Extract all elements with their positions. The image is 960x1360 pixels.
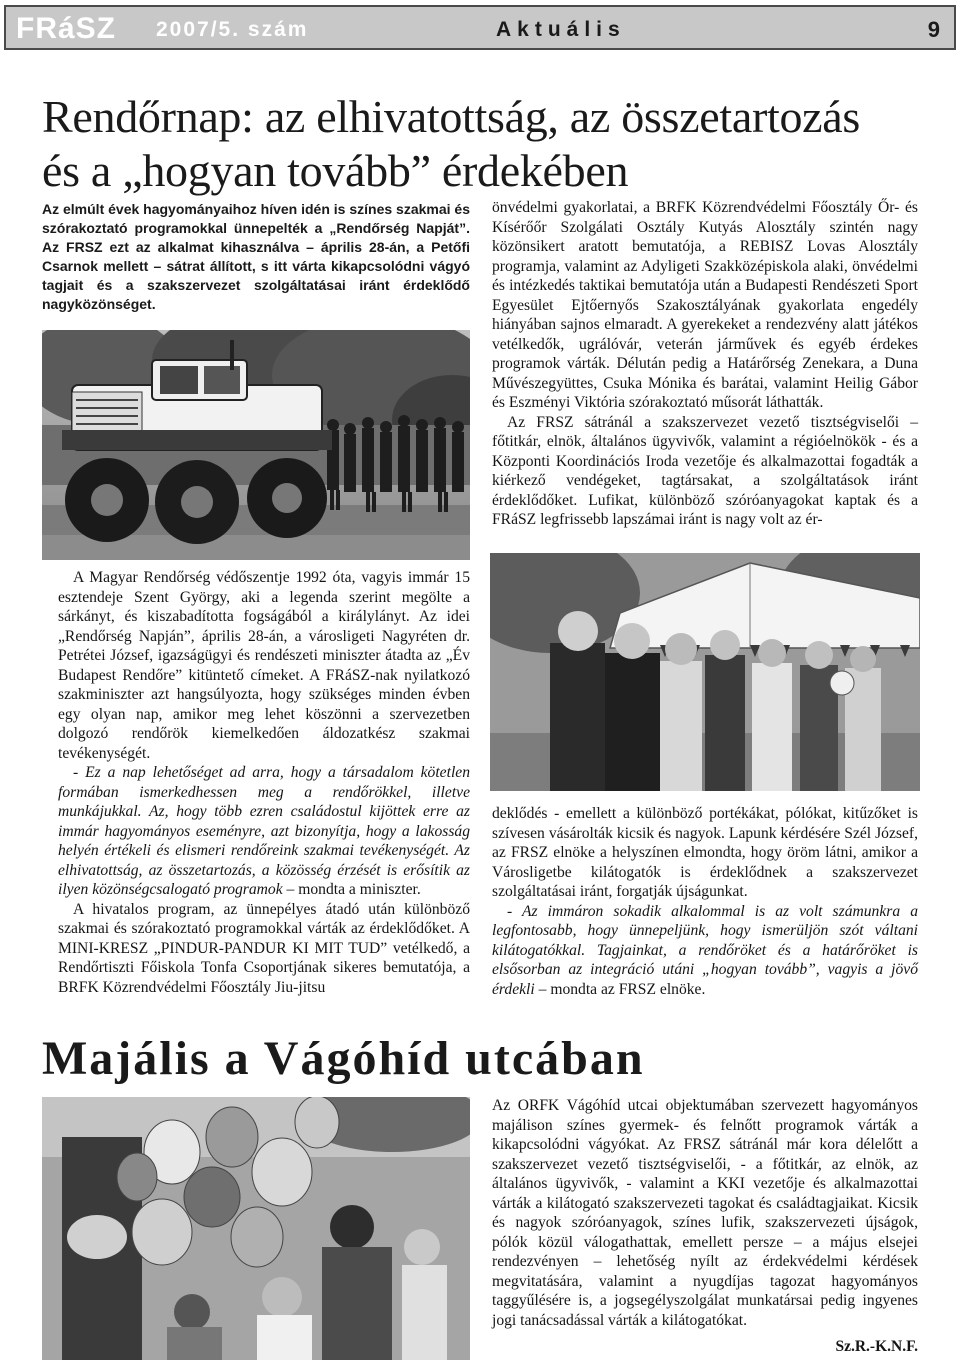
president-quote: - Az immáron sokadik alkalommal is az volt számunkra a legfontosabb, hogy ünnepeljünk, hogy ismerüljön szót váltani kilátogatókkal. Tagjainkat, a rendőröket és a határőröket is elsősorban az integráció utáni „hogyan tovább”, vagyis a jövő érdekli (492, 902, 918, 998)
article1-right-column-top (492, 198, 918, 530)
section-title: Aktuális (496, 18, 626, 41)
balloons-children-image (42, 1097, 470, 1360)
article1-right-column-bottom (492, 804, 918, 999)
article1-lead: Az elmúlt évek hagyományaihoz híven idén is színes szakmai és szórakoztató programokkal ünnepelték a „Rendőrség Napját”. Az FRSZ ezt az alkalmat kihasználva – április 28-án, a Petőfi Csarnok mellett – sátrat állított, s itt várta kikapcsolódni vágyó tagjait és a szakszervezet szolgáltatásai iránt érdeklődő nagyközönséget. (42, 201, 470, 312)
body-paragraph: A Magyar Rendőrség védőszentje 1992 óta, vagyis immár 15 esztendeje Szent György, aki a legenda szerint megölte a sárkányt, és kiszabadította fogságából a királylányt. Az idei „Rendőrség Napján”, április 28-án, a városligeti Nagyréten dr. Petrétei József, igazságügyi és rendészeti miniszter átadta az „Év Budapest Rendőre” kitüntető címeket. A FRáSZ-nak nyilatkozó szakminiszter azt hangsúlyozta, hogy szükséges minden évben egy olyan nap, amikor meg lehet köszönni a szervezetben dolgozó rendőrök kiemelkedően áldozatkész szakmai tevékenységét. (58, 569, 470, 762)
balloons-children-photo (42, 1097, 470, 1360)
tent-officials-image (490, 553, 920, 791)
issue-number: 2007/5. szám (156, 18, 309, 41)
body-paragraph: Az ORFK Vágóhíd utcai objektumában szervezett hagyományos majálison színes gyermek- és felnőtt programok várták a kikapcsolódni vágyókat. Az FRSZ sátránál már kora délelőtt a szakszervezet vezető tisztségviselői, - a főtitkár, az elnök, az általános ügyvivők, - valamint a KKI vezetője és alkalmazottai várták a kilátogató szakszervezeti tagokat és családtagjaikat. Kicsik és nagyok szóróanyagok, színes lufik, szakszervezeti újságok, pólók közül válogathattak, emellett persze – a május elsejei rendezvényen – lehetőség nyílt az érdekvédelmi kérdések megvitatására, valamint a nyugdíjas tagozat hagyományos taggyűlésére is, a jogsegélyszolgálat munkatársai pedig ingyenes jogi tanácsadással várták a kilátogatókat. (492, 1097, 918, 1329)
article1-headline (42, 90, 942, 198)
minister-quote: - Ez a nap lehetőséget ad arra, hogy a társadalom kötetlen formában ismerkedhessen meg a rendőrökkel, illetve munkájukkal. Az, hogy több ezren családostul kijöttek erre az immár hagyományos eseményre, azt bizonyítja, hogy a lakosság helyén értékeli és elismeri rendőreink szakmai tevékenységét. Az elhivatottság, az összetartozás, a közösség érzését is erősítik az ilyen közönségcsalogató programok (58, 764, 470, 898)
article2-headline: Majális a Vágóhíd utcában (42, 1032, 645, 1085)
body-paragraph-quote (58, 763, 470, 900)
monster-truck-photo (42, 330, 470, 560)
headline-line-1: Rendőrnap: az elhivatottság, az összetartozás (42, 91, 861, 142)
tent-officials-photo (490, 553, 920, 791)
body-paragraph: önvédelmi gyakorlatai, a BRFK Közrendvédelmi Főosztály Őr- és Kísérőőr Szolgálati Osztály Kutyás Alosztály szintén nagy közönsikert aratott bemutatója, a REBISZ Lovas Alosztály programja, valamint az Adyligeti Szakközépiskola alaki, önvédelmi és intézkedés taktikai bemutatója után a Budapesti Rendészeti Sport Egyesület Ejtőernyős Szakosztályának gyakorlata engedély hiányában sajnos elmaradt. A gyerekeket a rendezvény alatt játékos vetélkedők, ugrálóvár, veterán járművek és egyéb érdekes programok várták. Délután pedig a Határőrség Zenekara, a Duna Művészegyüttes, Csuka Mónika és barátai, valamint Heilig Gábor és Eszményi Viktória szórakoztató műsorát láthatták. (492, 199, 918, 411)
body-paragraph: deklődés - emellett a különböző portékákat, pólókat, kitűzőket is szívesen vásárolták kicsik és nagyok. Lapunk kérdésére Szél József, az FRSZ elnöke a helyszínen elmondta, hogy öröm látni, amikor a Városligetbe kilátogatók is érdeklődnek a szakszervezet szolgáltatásai iránt, forgatják újságunkat. (492, 805, 918, 900)
page-header-bar (4, 5, 956, 50)
article2-body (492, 1096, 918, 1330)
magazine-logo: FRáSZ (16, 12, 117, 45)
author-signature: Sz.R.-K.N.F. (835, 1338, 918, 1355)
article1-left-column (58, 568, 470, 997)
quote-attribution: – mondta az FRSZ elnöke. (534, 980, 706, 998)
page-number: 9 (927, 17, 940, 42)
body-paragraph: Az FRSZ sátránál a szakszervezet vezető tisztségviselői – főtitkár, elnök, általános ügyvivők, valamint a régióelnökök - és a Központi Koordinációs Iroda vezetője és alkalmazottai fogadták a kiérkező vendégeket, tagtársakat, a szolgáltatások iránt érdeklődőket. Lufikat, különböző szóróanyagokat kaptak és a FRáSZ legfrissebb lapszámai iránt is nagy volt az ér- (492, 413, 918, 528)
quote-attribution: – mondta a miniszter. (282, 881, 421, 898)
headline-line-2: és a „hogyan tovább” érdekében (42, 145, 629, 196)
body-paragraph: A hivatalos program, az ünnepélyes átadó után különböző szakmai és szórakoztató programokkal várták az érdeklődőket. A MINI-KRESZ „PINDUR-PANDUR KI MIT TUD” vetélkedő, a Rendőrtiszti Főiskola Tonfa Csoportjának sikeres bemutatója, a BRFK Közrendvédelmi Főosztály Jiu-jitsu (58, 900, 470, 996)
body-paragraph-quote (492, 902, 918, 1000)
monster-truck-image (42, 330, 470, 560)
